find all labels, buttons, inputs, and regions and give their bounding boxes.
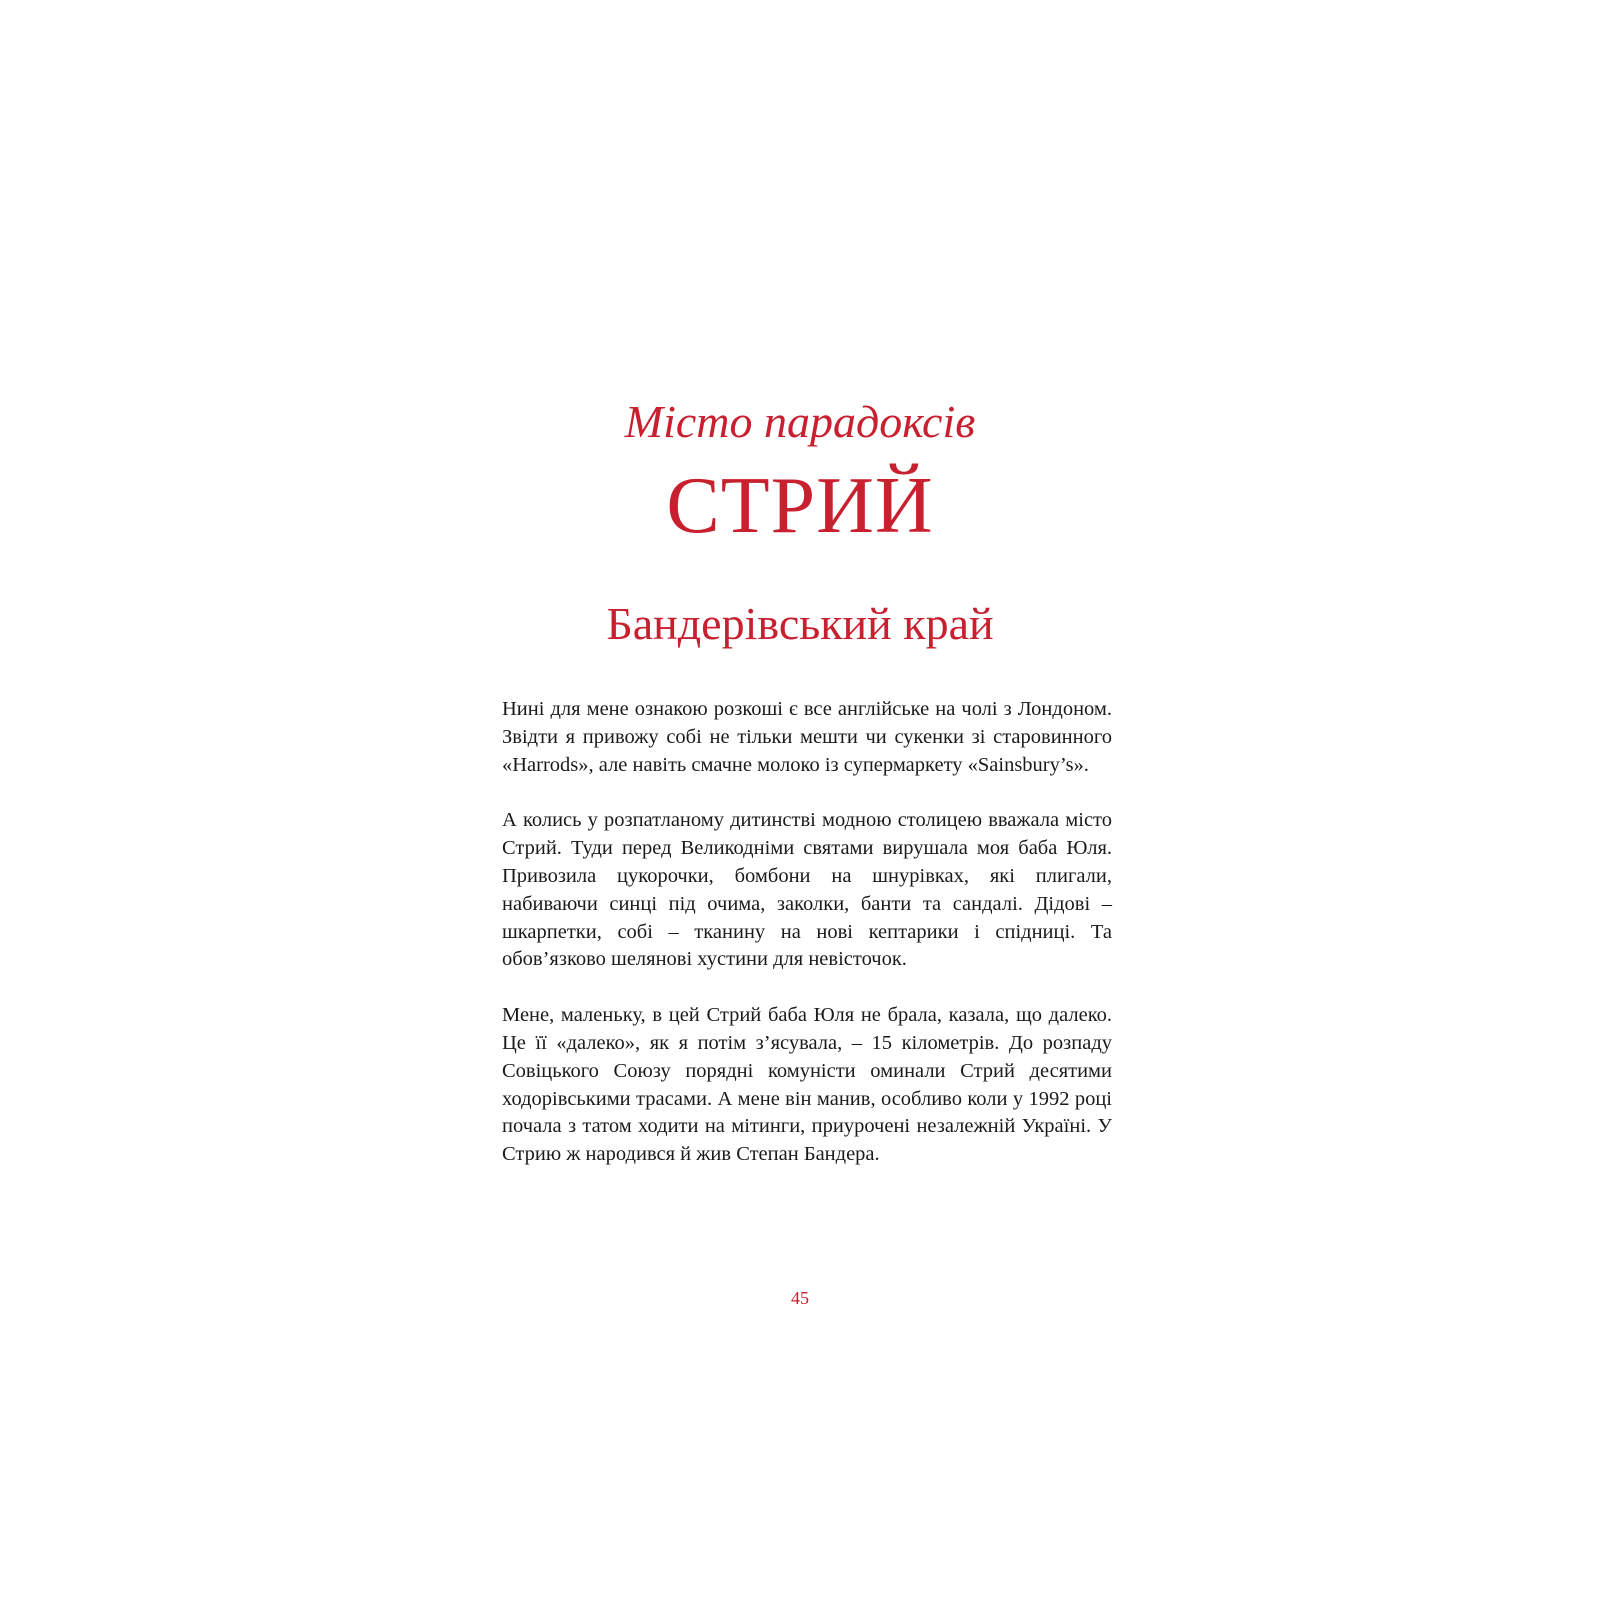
chapter-title: СТРИЙ (666, 462, 934, 550)
paragraph-3: Мене, маленьку, в цей Стрий баба Юля не брала, казала, що далеко. Це її «далеко», як я потім з’ясувала, – 15 кілометрів. До розпаду Совіцького Союзу порядні комуністи оминали Стрий десятими ходорівськими трасами. А мене він манив, особливо коли у 1992 році почала з татом ходити на мітинги, приурочені незалежній Україні. У Стрию ж народився й жив Степан Бандера. (502, 1004, 1112, 1166)
body-text (502, 696, 1112, 1197)
paragraph-2: А колись у розпатланому дитинстві модною столицею вважала місто Стрий. Туди перед Великодніми святами вирушала моя баба Юля. Привозила цукорочки, бомбони на шнурівках, які плигали, набиваючи синці під очима, заколки, банти та сандалі. Дідові – шкарпетки, собі – тканину на нові кептарики і спідниці. Та обов’язково шелянові хустини для невісточок. (502, 809, 1112, 971)
paragraph-1: Нині для мене ознакою розкоші є все англійське на чолі з Лондоном. Звідти я привожу собі не тільки мешти чи сукенки зі старовинного «Harrods», але навіть смачне молоко із супермаркету «Sainsbury’s». (502, 698, 1112, 776)
page-number: 45 (791, 1288, 809, 1308)
chapter-subtitle: Місто парадоксів (624, 396, 976, 447)
section-heading: Бандерівський край (606, 598, 994, 649)
